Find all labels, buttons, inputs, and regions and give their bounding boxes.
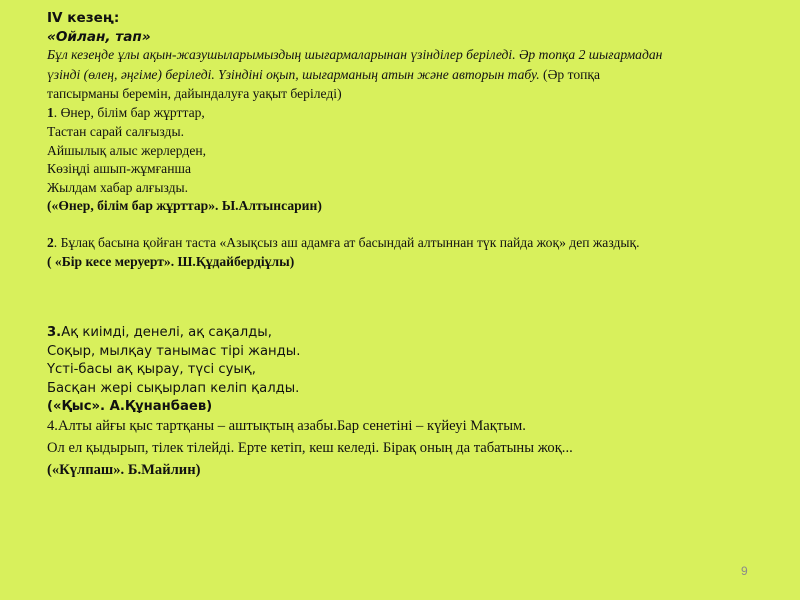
item2-text: . Бұлақ басына қойған таста «Азықсыз аш адамға ат басындай алтыннан түк пайда жоқ» деп жаздық. bbox=[53, 235, 640, 250]
item3-line-1 bbox=[47, 324, 272, 342]
item3-number: 3. bbox=[47, 325, 62, 340]
intro-line-1: Бұл кезеңде ұлы ақын-жазушыларымыздың шығармаларынан үзінділер беріледі. Әр топқа 2 шығармадан bbox=[47, 47, 663, 62]
item3-text: Ақ киімді, денелі, ақ сақалды, bbox=[61, 325, 272, 340]
intro-line-2 bbox=[47, 66, 600, 84]
item3-line-4: Басқан жері сықырлап келіп қалды. bbox=[47, 381, 300, 396]
item1-text: . Өнер, білім бар жұрттар, bbox=[53, 105, 205, 120]
item4-source: («Күлпаш». Б.Майлин) bbox=[47, 462, 201, 478]
item1-line-4: Көзіңді ашып-жұмғанша bbox=[47, 161, 191, 176]
intro-line-2-text: үзінді (өлең, әңгіме) беріледі. Үзіндіні оқып, шығарманың атын және авторын табу. bbox=[47, 67, 540, 82]
item1-line-1 bbox=[47, 104, 205, 122]
item4-line-2: Ол ел қыдырып, тілек тілейді. Ерте кетіп, кеш келеді. Бірақ оның да табатыны жоқ... bbox=[47, 440, 573, 456]
intro-line-2-tail: (Әр топқа bbox=[539, 67, 601, 82]
item4-number: 4. bbox=[47, 418, 58, 434]
item1-source: («Өнер, білім бар жұрттар». Ы.Алтынсарин) bbox=[47, 198, 322, 213]
page-number: 9 bbox=[741, 564, 748, 578]
item2-source: ( «Бір кесе меруерт». Ш.Құдайбердіұлы) bbox=[47, 254, 295, 269]
item3-source: («Қыс». А.Құнанбаев) bbox=[47, 399, 213, 414]
task-title: «Ойлан, тап» bbox=[47, 29, 151, 45]
item3-line-3: Үсті-басы ақ қырау, түсі суық, bbox=[47, 362, 256, 377]
item4-line-1 bbox=[47, 417, 526, 435]
item1-line-3: Айшылық алыс жерлерден, bbox=[47, 143, 207, 158]
stage-title: IV кезең: bbox=[47, 10, 120, 26]
item1-number: 1 bbox=[47, 105, 54, 120]
item2-number: 2 bbox=[47, 235, 54, 250]
item2-line bbox=[47, 234, 640, 252]
item1-line-2: Тастан сарай салғызды. bbox=[47, 124, 184, 139]
intro-line-3: тапсырманы беремін, дайындалуға уақыт беріледі) bbox=[47, 86, 342, 101]
item1-line-5: Жылдам хабар алғызды. bbox=[47, 180, 189, 195]
item4-text: Алты айғы қыс тартқаны – аштықтың азабы.Бар сенетіні – күйеуі Мақтым. bbox=[57, 418, 526, 434]
item3-line-2: Соқыр, мылқау танымас тірі жанды. bbox=[47, 344, 301, 359]
